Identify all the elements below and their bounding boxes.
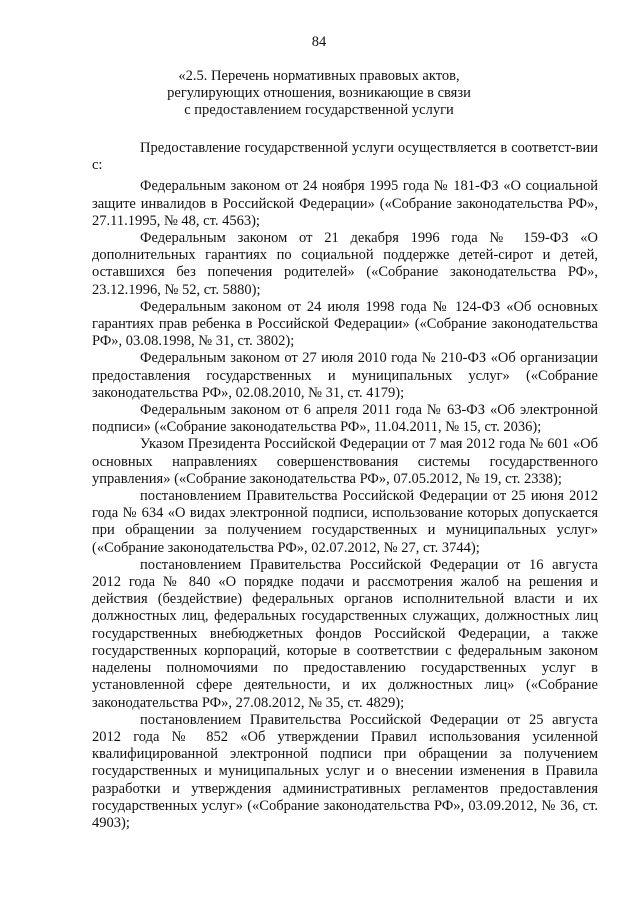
act-paragraph: постановлением Правительства Российской Федерации от 16 августа 2012 года № 840 «О порядке подачи и рассмотрения жалоб на решения и действия (бездействие) федеральных органов исполнительной власти и их должностных лиц, федеральных государственных служащих, должностных лиц государственных внебюджетных фондов Российской Федерации, а также государственных корпораций, которые в соответствии с федеральным законом наделены полномочиями по предоставлению государственных услуг в установленной сфере деятельности, и их должностных лиц» («Собрание законодательства РФ», 27.08.2012, № 35, ст. 4829);: [92, 556, 598, 711]
intro-paragraph: Предоставление государственной услуги осуществляется в соответст-вии с:: [92, 140, 598, 174]
section-title-line: с предоставлением государственной услуги: [184, 102, 454, 118]
act-paragraph: постановлением Правительства Российской Федерации от 25 июня 2012 года № 634 «О видах электронной подписи, использование которых допускается при обращении за получением государственных и муниципальных услуг» («Собрание законодательства РФ», 02.07.2012, № 27, ст. 3744);: [92, 488, 598, 556]
act-paragraph: Федеральным законом от 6 апреля 2011 года № 63-ФЗ «Об электронной подписи» («Собрание законодательства РФ», 11.04.2011, № 15, ст. 2036);: [92, 402, 598, 436]
section-title-line: «2.5. Перечень нормативных правовых актов,: [178, 68, 460, 84]
section-title: [0, 68, 638, 119]
act-paragraph: Федеральным законом от 21 декабря 1996 года № 159-ФЗ «О дополнительных гарантиях по социальной поддержке детей-сирот и детей, оставшихся без попечения родителей» («Собрание законодательства РФ», 23.12.1996, № 52, ст. 5880);: [92, 230, 598, 298]
act-paragraph: Указом Президента Российской Федерации от 7 мая 2012 года № 601 «Об основных направлениях совершенствования системы государственного управления» («Собрание законодательства РФ», 07.05.2012, № 19, ст. 2338);: [92, 436, 598, 487]
act-paragraph: Федеральным законом от 24 ноября 1995 года № 181-ФЗ «О социальной защите инвалидов в Российской Федерации» («Собрание законодательства РФ», 27.11.1995, № 48, ст. 4563);: [92, 178, 598, 229]
document-body: [92, 140, 598, 832]
page-number: 84: [311, 34, 327, 50]
act-paragraph: постановлением Правительства Российской Федерации от 25 августа 2012 года № 852 «Об утверждении Правил использования усиленной квалифицированной электронной подписи при обращении за получением государственных и муниципальных услуг и о внесении изменения в Правила разработки и утверждения административных регламентов предоставления государственных услуг» («Собрание законодательства РФ», 03.09.2012, № 36, ст. 4903);: [92, 711, 598, 831]
section-title-line: регулирующих отношения, возникающие в связи: [167, 85, 471, 101]
act-paragraph: Федеральным законом от 27 июля 2010 года № 210-ФЗ «Об организации предоставления государственных и муниципальных услуг» («Собрание законодательства РФ», 02.08.2010, № 31, ст. 4179);: [92, 350, 598, 401]
act-paragraph: Федеральным законом от 24 июля 1998 года № 124-ФЗ «Об основных гарантиях прав ребенка в Российской Федерации» («Собрание законодательства РФ», 03.08.1998, № 31, ст. 3802);: [92, 298, 598, 350]
